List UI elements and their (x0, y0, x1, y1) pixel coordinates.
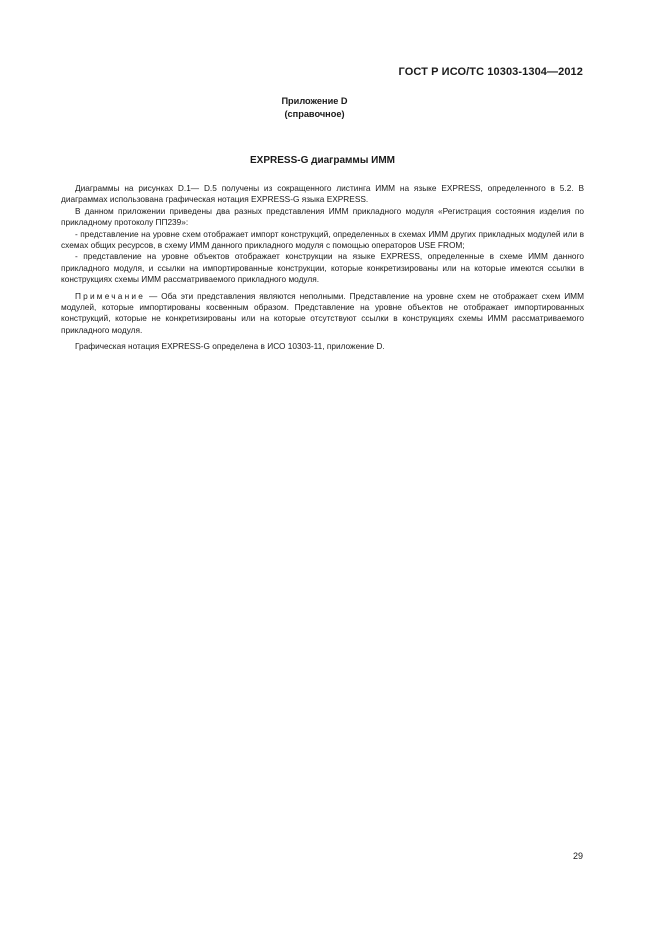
section-title: EXPRESS-G диаграммы ИММ (250, 155, 395, 166)
paragraph: Графическая нотация EXPRESS-G определена в ИСО 10303-11, приложение D. (75, 341, 385, 352)
paragraph: - представление на уровне объектов отображает конструкции на языке EXPRESS, определенные в схеме ИММ данного прикладного модуля, и ссылки на импортированные конструкции, которые конкретизированы или на которые имеются ссылки в конструкциях схемы ИММ рассматриваемого прикладного модуля. (61, 251, 584, 285)
note-text: Оба эти представления являются неполными. Представление на уровне схем не отображает схем ИММ модулей, которые импортированы косвенным образом. Представление на уровне объектов не отображает импортированных конструкций, которые не конкретизированы или на которые отсутствуют ссылки в конструкциях схемы ИММ рассматриваемого прикладного модуля. (61, 290, 584, 335)
note-dash: — (145, 290, 162, 301)
document-code: ГОСТ Р ИСО/ТС 10303-1304—2012 (398, 66, 583, 78)
body-text (61, 183, 584, 353)
appendix-subtitle: (справочное) (284, 109, 345, 119)
note-paragraph (61, 291, 584, 337)
appendix-title: Приложение D (281, 96, 348, 106)
page-number: 29 (572, 851, 583, 861)
paragraph: В данном приложении приведены два разных представления ИММ прикладного модуля «Регистрация состояния изделия по прикладному протоколу ПП239»: (61, 205, 584, 228)
section-title-container (0, 155, 661, 166)
note-label: Примечание (75, 290, 146, 301)
paragraph: - представление на уровне схем отображает импорт конструкций, определенных в схемах ИММ других прикладных модулей или в схемах общих ресурсов, в схему ИММ данного прикладного модуля с помощью операторов USE FROM; (61, 228, 584, 251)
appendix-heading (0, 95, 661, 121)
paragraph: Диаграммы на рисунках D.1— D.5 получены из сокращенного листинга ИММ на языке EXPRESS, определенного в 5.2. В диаграммах использована графическая нотация EXPRESS-G языка EXPRESS. (61, 183, 584, 205)
